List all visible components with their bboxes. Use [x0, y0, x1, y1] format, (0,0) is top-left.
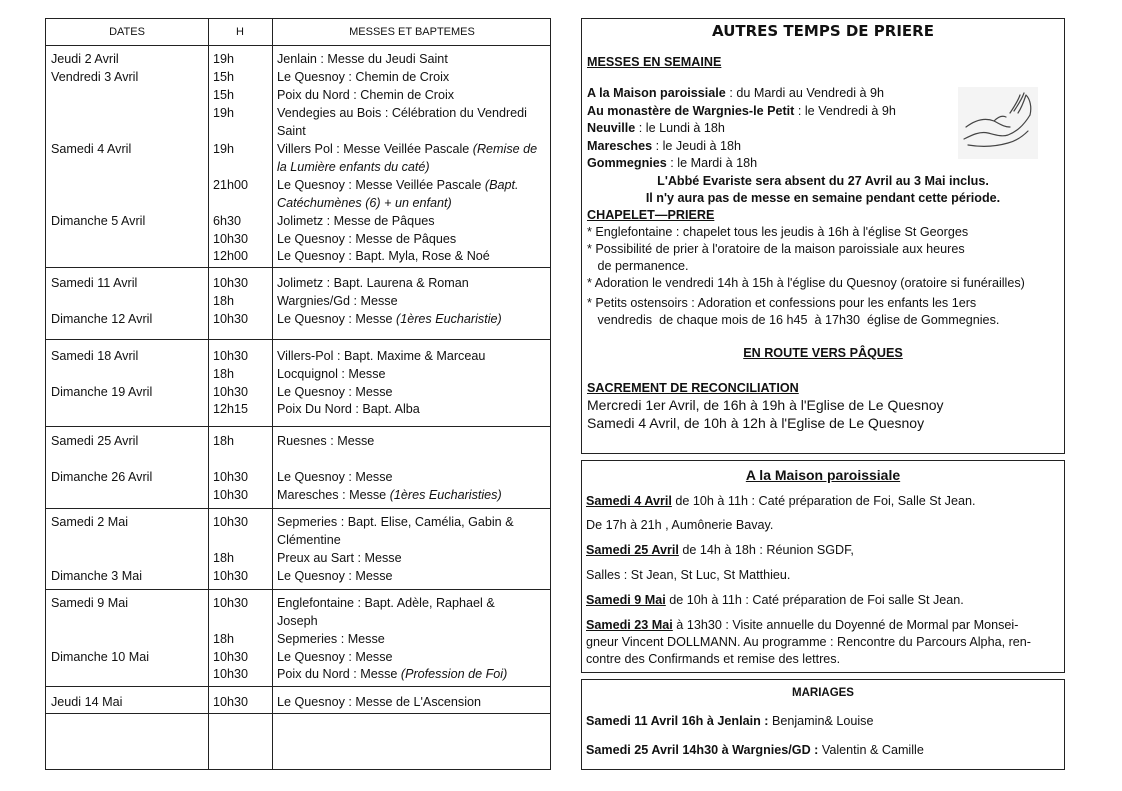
schedule-event: [277, 630, 547, 648]
schedule-event-note: (Bapt.: [484, 178, 519, 192]
row-divider: [46, 339, 550, 340]
prayer-panel: [581, 18, 1065, 454]
schedule-event: [277, 693, 547, 711]
schedule-date: Samedi 11 Avril: [51, 276, 138, 290]
schedule-hour: 10h30: [213, 515, 249, 529]
schedule-hour: 10h30: [213, 488, 249, 502]
maison-date: Samedi 23 Mai: [586, 618, 673, 632]
mariage-date: Samedi 25 Avril 14h30 à Wargnies/GD :: [586, 743, 819, 757]
schedule-event: [277, 212, 547, 230]
schedule-event: [277, 347, 547, 365]
schedule-date: Dimanche 19 Avril: [51, 385, 153, 399]
schedule-event-text: Joseph: [277, 614, 318, 628]
maison-text: De 17h à 21h , Aumônerie Bavay.: [586, 518, 774, 532]
schedule-event: [277, 292, 547, 310]
schedule-event: [277, 594, 547, 612]
schedule-event-text: Le Quesnoy : Messe de Pâques: [277, 232, 457, 246]
schedule-event: [277, 86, 547, 104]
row-divider: [46, 686, 550, 687]
schedule-event-text: Le Quesnoy : Messe Veillée Pascale: [277, 178, 485, 192]
semaine-item: [587, 155, 757, 173]
schedule-event-text: Ruesnes : Messe: [277, 434, 375, 448]
schedule-event-text: Locquignol : Messe: [277, 367, 386, 381]
schedule-event-note: (Remise de: [472, 142, 538, 156]
column-divider: [208, 19, 209, 769]
schedule-event: [277, 612, 547, 630]
schedule-event-text: Saint: [277, 124, 306, 138]
header-dates: DATES: [109, 26, 145, 38]
mariages-title: MARIAGES: [792, 687, 854, 699]
schedule-hour: 10h30: [213, 667, 249, 681]
schedule-hour: 19h: [213, 142, 235, 156]
schedule-date: Dimanche 10 Mai: [51, 650, 149, 664]
maison-text: de 10h à 11h : Caté préparation de Foi salle St Jean.: [665, 593, 964, 607]
schedule-hour: 10h30: [213, 276, 249, 290]
schedule-event-text: Poix Du Nord : Bapt. Alba: [277, 402, 420, 416]
schedule-hour: 15h: [213, 70, 235, 84]
schedule-hour: 15h: [213, 88, 235, 102]
schedule-event-text: Poix du Nord : Chemin de Croix: [277, 88, 455, 102]
schedule-hour: 19h: [213, 106, 235, 120]
chapelet-item: * Englefontaine : chapelet tous les jeudis à 16h à l'église St Georges: [587, 225, 969, 239]
schedule-event-text: Le Quesnoy : Messe: [277, 569, 393, 583]
schedule-event-text: Wargnies/Gd : Messe: [277, 294, 398, 308]
chapelet-item: * Petits ostensoirs : Adoration et confessions pour les enfants les 1ers: [587, 296, 977, 310]
schedule-hour: 12h15: [213, 402, 249, 416]
schedule-event: [277, 274, 547, 292]
schedule-event-text: Poix du Nord : Messe: [277, 667, 401, 681]
schedule-hour: 18h: [213, 434, 235, 448]
schedule-event-note: (Profession de Foi): [400, 667, 508, 681]
semaine-place: Au monastère de Wargnies-le Petit: [587, 103, 795, 118]
schedule-hour: 18h: [213, 294, 235, 308]
schedule-event: [277, 50, 547, 68]
schedule-event-text: Le Quesnoy : Messe: [277, 470, 393, 484]
schedule-event: [277, 513, 547, 531]
schedule-event: [277, 247, 547, 265]
maison-text: contre des Confirmands et remise des lettres.: [586, 652, 841, 666]
chapelet-item: * Possibilité de prier à l'oratoire de la maison paroissiale aux heures: [587, 242, 965, 256]
maison-panel: [581, 460, 1065, 673]
schedule-event: [277, 310, 547, 328]
chapelet-item: vendredis de chaque mois de 16 h45 à 17h30 église de Gommegnies.: [587, 313, 1000, 327]
schedule-hour: 21h00: [213, 178, 249, 192]
schedule-event: [277, 468, 547, 486]
schedule-event: [277, 176, 547, 194]
absent-notice-1: L'Abbé Evariste sera absent du 27 Avril au 3 Mai inclus.: [657, 174, 989, 188]
row-divider: [46, 713, 550, 714]
schedule-event: [277, 158, 547, 176]
schedule-event-note: (1ères Eucharistie): [396, 312, 502, 326]
semaine-place: A la Maison paroissiale: [587, 86, 726, 100]
schedule-event: [277, 549, 547, 567]
schedule-event-text: Jolimetz : Bapt. Laurena & Roman: [277, 276, 469, 290]
schedule-hour: 10h30: [213, 232, 249, 246]
schedule-event: [277, 68, 547, 86]
semaine-time: : le Mardi à 18h: [666, 156, 758, 170]
schedule-date: Samedi 25 Avril: [51, 434, 139, 448]
schedule-event: [277, 122, 547, 140]
chapelet-item: * Adoration le vendredi 14h à 15h à l'église du Quesnoy (oratoire si funérailles): [587, 276, 1025, 290]
maison-text: Salles : St Jean, St Luc, St Matthieu.: [586, 568, 791, 582]
schedule-event-text: Le Quesnoy : Messe: [277, 312, 397, 326]
semaine-time: : le Lundi à 18h: [635, 121, 725, 135]
mariages-panel: [581, 679, 1065, 770]
schedule-hour: 10h30: [213, 470, 249, 484]
schedule-event: [277, 648, 547, 666]
schedule-date: Dimanche 3 Mai: [51, 569, 142, 583]
schedule-hour: 10h30: [213, 596, 249, 610]
schedule-event-text: Clémentine: [277, 533, 341, 547]
schedule-event-text: Le Quesnoy : Messe: [277, 385, 393, 399]
schedule-hour: 10h30: [213, 385, 249, 399]
header-h: H: [236, 26, 244, 38]
semaine-time: : du Mardi au Vendredi à 9h: [725, 86, 885, 100]
schedule-hour: 18h: [213, 632, 235, 646]
schedule-event-text: Villers-Pol : Bapt. Maxime & Marceau: [277, 349, 486, 363]
schedule-hour: 10h30: [213, 650, 249, 664]
schedule-event: [277, 194, 547, 212]
schedule-date: Dimanche 12 Avril: [51, 312, 153, 326]
semaine-time: : le Jeudi à 18h: [652, 138, 742, 153]
maison-text: gneur Vincent DOLLMANN. Au programme : Rencontre du Parcours Alpha, ren-: [586, 635, 1031, 649]
schedule-date: Samedi 4 Avril: [51, 142, 132, 156]
schedule-event-text: Le Quesnoy : Chemin de Croix: [277, 70, 450, 84]
semaine-place: Neuville: [587, 121, 636, 135]
schedule-hour: 18h: [213, 367, 235, 381]
schedule-event-text: Maresches : Messe: [277, 488, 390, 502]
schedule-event-text: Le Quesnoy : Messe: [277, 650, 393, 664]
prayer-title: AUTRES TEMPS DE PRIERE: [712, 22, 934, 40]
schedule-event-text: Jenlain : Messe du Jeudi Saint: [277, 52, 448, 66]
schedule-event: [277, 486, 547, 504]
reconciliation-title: SACREMENT DE RECONCILIATION: [587, 381, 799, 395]
row-divider: [46, 45, 550, 46]
schedule-event-text: Preux au Sart : Messe: [277, 551, 402, 565]
schedule-event: [277, 230, 547, 248]
schedule-event-text: Villers Pol : Messe Veillée Pascale: [277, 142, 473, 156]
maison-date: Samedi 25 Avril: [586, 543, 679, 557]
schedule-event-text: Sepmeries : Bapt. Elise, Camélia, Gabin &: [277, 515, 514, 529]
maison-date: Samedi 9 Mai: [586, 593, 666, 607]
schedule-event: [277, 567, 547, 585]
header-messes: MESSES ET BAPTEMES: [349, 26, 475, 38]
schedule-hour: 10h30: [213, 695, 249, 709]
row-divider: [46, 589, 550, 590]
maison-text: de 14h à 18h : Réunion SGDF,: [678, 543, 854, 557]
schedule-hour: 18h: [213, 551, 235, 565]
schedule-date: Samedi 2 Mai: [51, 515, 128, 529]
schedule-date: Jeudi 2 Avril: [51, 52, 119, 66]
semaine-item: [587, 103, 896, 121]
mariage-couple: Benjamin& Louise: [768, 714, 874, 728]
semaine-place: Maresches: [587, 138, 653, 153]
schedule-event-note: la Lumière enfants du caté): [277, 160, 430, 174]
schedule-event: [277, 365, 547, 383]
semaine-time: : le Vendredi à 9h: [794, 103, 896, 118]
schedule-event: [277, 432, 547, 450]
schedule-date: Vendredi 3 Avril: [51, 70, 139, 84]
schedule-date: Jeudi 14 Mai: [51, 695, 123, 709]
schedule-event-text: Vendegies au Bois : Célébration du Vendredi: [277, 106, 527, 120]
maison-title: A la Maison paroissiale: [745, 467, 901, 483]
semaine-item: [587, 138, 741, 156]
schedule-date: Dimanche 26 Avril: [51, 470, 153, 484]
schedule-date: Samedi 9 Mai: [51, 596, 128, 610]
schedule-event: [277, 531, 547, 549]
column-divider: [272, 19, 273, 769]
row-divider: [46, 508, 550, 509]
chapelet-item: de permanence.: [587, 259, 689, 273]
reconciliation-line: Samedi 4 Avril, de 10h à 12h à l'Eglise de Le Quesnoy: [587, 415, 925, 431]
reconciliation-line: Mercredi 1er Avril, de 16h à 19h à l'Eglise de Le Quesnoy: [587, 397, 944, 413]
schedule-event-text: Le Quesnoy : Messe de L'Ascension: [277, 695, 482, 709]
mariage-couple: Valentin & Camille: [818, 743, 924, 757]
schedule-hour: 10h30: [213, 349, 249, 363]
schedule-event-note: Catéchumènes (6) + un enfant): [277, 196, 452, 210]
schedule-date: Dimanche 5 Avril: [51, 214, 146, 228]
absent-notice-2: Il n'y aura pas de messe en semaine pendant cette période.: [645, 191, 1001, 205]
schedule-hour: 19h: [213, 52, 235, 66]
schedule-hour: 6h30: [213, 214, 242, 228]
maison-text: de 10h à 11h : Caté préparation de Foi, Salle St Jean.: [671, 494, 976, 508]
semaine-place: Gommegnies: [587, 156, 667, 170]
schedule-table: [45, 18, 551, 770]
row-divider: [46, 267, 550, 268]
schedule-event-text: Jolimetz : Messe de Pâques: [277, 214, 435, 228]
schedule-event: [277, 383, 547, 401]
schedule-event-text: Sepmeries : Messe: [277, 632, 385, 646]
schedule-event-text: Englefontaine : Bapt. Adèle, Raphael &: [277, 596, 495, 610]
maison-text: à 13h30 : Visite annuelle du Doyenné de Mormal par Monsei-: [672, 618, 1019, 632]
schedule-hour: 12h00: [213, 249, 249, 263]
praying-hands-icon: [958, 87, 1038, 159]
schedule-hour: 10h30: [213, 312, 249, 326]
schedule-event: [277, 665, 547, 683]
schedule-event-note: (1ères Eucharisties): [389, 488, 502, 502]
chapelet-title: CHAPELET—PRIERE: [587, 208, 715, 222]
schedule-date: Samedi 18 Avril: [51, 349, 139, 363]
semaine-title: MESSES EN SEMAINE: [587, 55, 722, 69]
semaine-item: [587, 120, 725, 138]
schedule-event: [277, 140, 547, 158]
semaine-item: [587, 85, 884, 103]
maison-date: Samedi 4 Avril: [586, 494, 672, 508]
schedule-event-text: Le Quesnoy : Bapt. Myla, Rose & Noé: [277, 249, 490, 263]
schedule-event: [277, 400, 547, 418]
schedule-hour: 10h30: [213, 569, 249, 583]
mariage-date: Samedi 11 Avril 16h à Jenlain :: [586, 714, 769, 728]
paques-title: EN ROUTE VERS PÂQUES: [743, 346, 903, 360]
row-divider: [46, 426, 550, 427]
schedule-event: [277, 104, 547, 122]
